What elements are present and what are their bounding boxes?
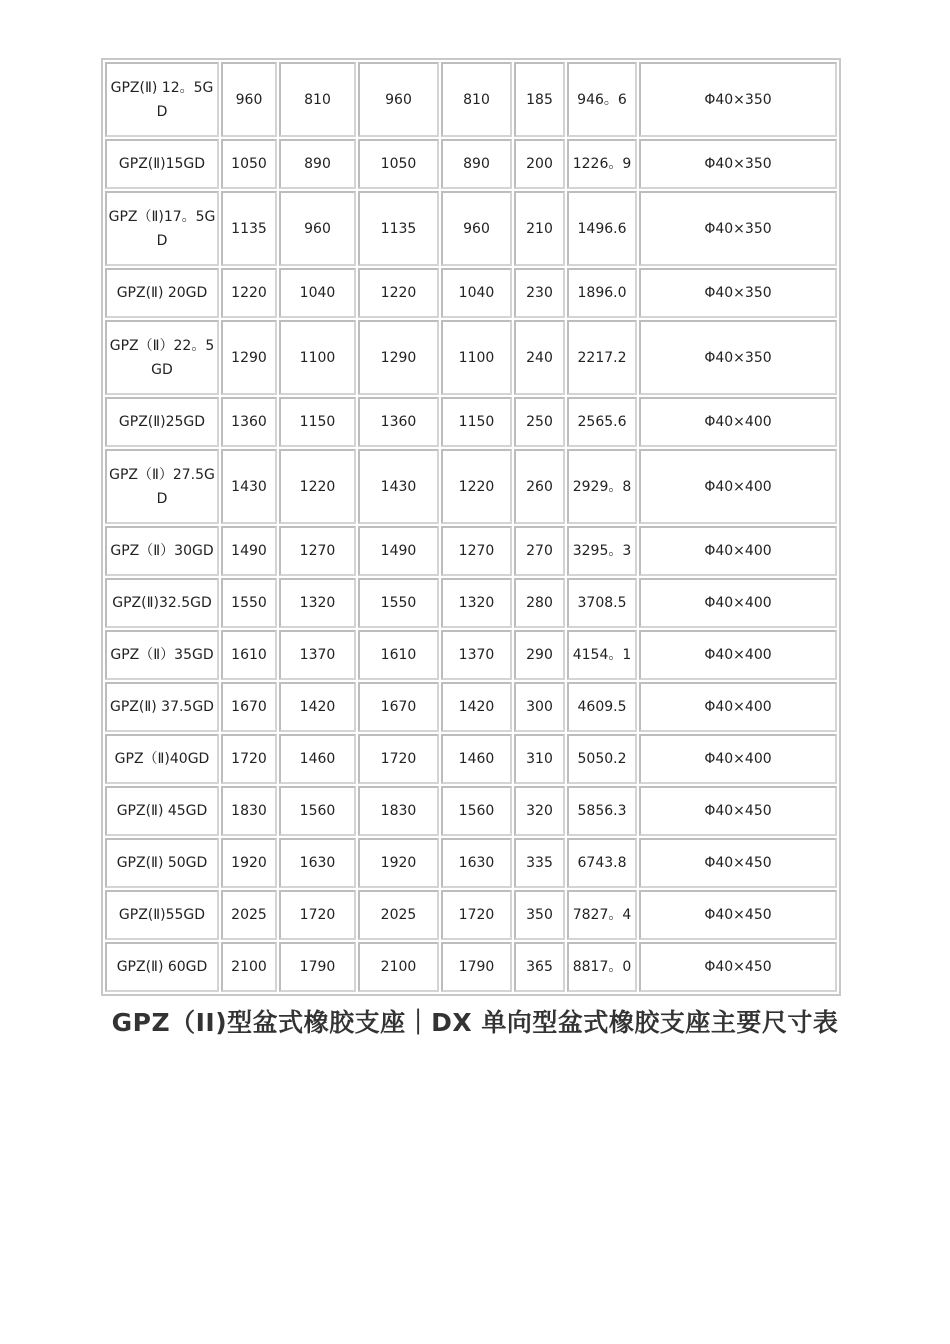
dim-a-cell: 1220 <box>221 268 277 318</box>
anchor-bolt-cell: Φ40×350 <box>639 191 837 266</box>
dim-d-cell: 890 <box>441 139 512 189</box>
anchor-bolt-cell: Φ40×450 <box>639 942 837 992</box>
dim-c-cell: 1830 <box>358 786 439 836</box>
dim-c-cell: 1610 <box>358 630 439 680</box>
dim-a-cell: 1610 <box>221 630 277 680</box>
dim-d-cell: 1270 <box>441 526 512 576</box>
model-cell: GPZ(Ⅱ)55GD <box>105 890 219 940</box>
dim-d-cell: 1790 <box>441 942 512 992</box>
weight-cell: 2929。8 <box>567 449 637 524</box>
dim-a-cell: 1360 <box>221 397 277 447</box>
dim-b-cell: 1790 <box>279 942 356 992</box>
dim-c-cell: 1430 <box>358 449 439 524</box>
anchor-bolt-cell: Φ40×350 <box>639 320 837 395</box>
weight-cell: 1496.6 <box>567 191 637 266</box>
height-cell: 230 <box>514 268 565 318</box>
dim-c-cell: 1135 <box>358 191 439 266</box>
dim-b-cell: 1720 <box>279 890 356 940</box>
dim-a-cell: 1670 <box>221 682 277 732</box>
dim-d-cell: 1040 <box>441 268 512 318</box>
dim-c-cell: 1670 <box>358 682 439 732</box>
model-cell: GPZ(Ⅱ)25GD <box>105 397 219 447</box>
weight-cell: 2217.2 <box>567 320 637 395</box>
dim-c-cell: 1290 <box>358 320 439 395</box>
dim-c-cell: 1550 <box>358 578 439 628</box>
spec-table-body <box>105 62 837 992</box>
dim-b-cell: 1420 <box>279 682 356 732</box>
height-cell: 280 <box>514 578 565 628</box>
table-row <box>105 320 837 395</box>
dim-a-cell: 1920 <box>221 838 277 888</box>
dim-d-cell: 1630 <box>441 838 512 888</box>
anchor-bolt-cell: Φ40×400 <box>639 578 837 628</box>
weight-cell: 5856.3 <box>567 786 637 836</box>
table-row <box>105 526 837 576</box>
weight-cell: 4609.5 <box>567 682 637 732</box>
dim-b-cell: 1370 <box>279 630 356 680</box>
height-cell: 350 <box>514 890 565 940</box>
table-row <box>105 139 837 189</box>
dim-c-cell: 2025 <box>358 890 439 940</box>
dim-d-cell: 810 <box>441 62 512 137</box>
height-cell: 240 <box>514 320 565 395</box>
anchor-bolt-cell: Φ40×400 <box>639 630 837 680</box>
height-cell: 335 <box>514 838 565 888</box>
height-cell: 270 <box>514 526 565 576</box>
table-row <box>105 786 837 836</box>
dim-c-cell: 1050 <box>358 139 439 189</box>
model-cell: GPZ（Ⅱ）27.5GD <box>105 449 219 524</box>
dim-a-cell: 1720 <box>221 734 277 784</box>
table-row <box>105 191 837 266</box>
table-row <box>105 838 837 888</box>
anchor-bolt-cell: Φ40×400 <box>639 397 837 447</box>
model-cell: GPZ(Ⅱ) 60GD <box>105 942 219 992</box>
dim-c-cell: 1920 <box>358 838 439 888</box>
table-row <box>105 734 837 784</box>
height-cell: 320 <box>514 786 565 836</box>
dim-b-cell: 1150 <box>279 397 356 447</box>
weight-cell: 6743.8 <box>567 838 637 888</box>
spec-table <box>103 60 839 994</box>
dim-c-cell: 1220 <box>358 268 439 318</box>
weight-cell: 2565.6 <box>567 397 637 447</box>
dim-d-cell: 1460 <box>441 734 512 784</box>
table-row <box>105 62 837 137</box>
dim-a-cell: 960 <box>221 62 277 137</box>
anchor-bolt-cell: Φ40×400 <box>639 734 837 784</box>
weight-cell: 8817。0 <box>567 942 637 992</box>
model-cell: GPZ(Ⅱ) 45GD <box>105 786 219 836</box>
dim-d-cell: 1720 <box>441 890 512 940</box>
dim-c-cell: 2100 <box>358 942 439 992</box>
dim-a-cell: 1050 <box>221 139 277 189</box>
dim-d-cell: 1370 <box>441 630 512 680</box>
anchor-bolt-cell: Φ40×450 <box>639 890 837 940</box>
model-cell: GPZ(Ⅱ)32.5GD <box>105 578 219 628</box>
height-cell: 185 <box>514 62 565 137</box>
height-cell: 200 <box>514 139 565 189</box>
dim-a-cell: 2100 <box>221 942 277 992</box>
model-cell: GPZ(Ⅱ) 37.5GD <box>105 682 219 732</box>
table-row <box>105 578 837 628</box>
dim-c-cell: 960 <box>358 62 439 137</box>
model-cell: GPZ（Ⅱ)17。5GD <box>105 191 219 266</box>
dim-b-cell: 960 <box>279 191 356 266</box>
anchor-bolt-cell: Φ40×350 <box>639 139 837 189</box>
dim-b-cell: 1270 <box>279 526 356 576</box>
dim-d-cell: 1320 <box>441 578 512 628</box>
weight-cell: 1896.0 <box>567 268 637 318</box>
dim-b-cell: 1630 <box>279 838 356 888</box>
model-cell: GPZ（Ⅱ）30GD <box>105 526 219 576</box>
spec-table-frame <box>101 58 841 996</box>
table-row <box>105 268 837 318</box>
height-cell: 310 <box>514 734 565 784</box>
height-cell: 300 <box>514 682 565 732</box>
dim-d-cell: 1150 <box>441 397 512 447</box>
height-cell: 210 <box>514 191 565 266</box>
dim-c-cell: 1490 <box>358 526 439 576</box>
weight-cell: 7827。4 <box>567 890 637 940</box>
model-cell: GPZ(Ⅱ) 12。5GD <box>105 62 219 137</box>
dim-d-cell: 960 <box>441 191 512 266</box>
dim-b-cell: 1320 <box>279 578 356 628</box>
table-row <box>105 682 837 732</box>
dim-a-cell: 2025 <box>221 890 277 940</box>
dim-d-cell: 1560 <box>441 786 512 836</box>
weight-cell: 3295。3 <box>567 526 637 576</box>
height-cell: 260 <box>514 449 565 524</box>
dim-a-cell: 1430 <box>221 449 277 524</box>
dim-d-cell: 1100 <box>441 320 512 395</box>
model-cell: GPZ（Ⅱ）22。5GD <box>105 320 219 395</box>
height-cell: 290 <box>514 630 565 680</box>
dim-a-cell: 1550 <box>221 578 277 628</box>
anchor-bolt-cell: Φ40×450 <box>639 838 837 888</box>
weight-cell: 5050.2 <box>567 734 637 784</box>
model-cell: GPZ（Ⅱ)40GD <box>105 734 219 784</box>
dim-a-cell: 1830 <box>221 786 277 836</box>
table-row <box>105 397 837 447</box>
height-cell: 365 <box>514 942 565 992</box>
weight-cell: 946。6 <box>567 62 637 137</box>
dim-b-cell: 810 <box>279 62 356 137</box>
weight-cell: 4154。1 <box>567 630 637 680</box>
height-cell: 250 <box>514 397 565 447</box>
dim-c-cell: 1360 <box>358 397 439 447</box>
dim-a-cell: 1290 <box>221 320 277 395</box>
model-cell: GPZ(Ⅱ) 20GD <box>105 268 219 318</box>
table-row <box>105 942 837 992</box>
model-cell: GPZ（Ⅱ）35GD <box>105 630 219 680</box>
table-row <box>105 449 837 524</box>
anchor-bolt-cell: Φ40×400 <box>639 449 837 524</box>
dim-a-cell: 1490 <box>221 526 277 576</box>
dim-d-cell: 1220 <box>441 449 512 524</box>
model-cell: GPZ(Ⅱ) 50GD <box>105 838 219 888</box>
dim-b-cell: 1560 <box>279 786 356 836</box>
anchor-bolt-cell: Φ40×400 <box>639 682 837 732</box>
dim-b-cell: 1220 <box>279 449 356 524</box>
dim-b-cell: 890 <box>279 139 356 189</box>
dim-b-cell: 1040 <box>279 268 356 318</box>
table-caption: GPZ（II)型盆式橡胶支座｜DX 单向型盆式橡胶支座主要尺寸表 <box>111 1008 839 1037</box>
anchor-bolt-cell: Φ40×400 <box>639 526 837 576</box>
weight-cell: 3708.5 <box>567 578 637 628</box>
anchor-bolt-cell: Φ40×450 <box>639 786 837 836</box>
table-row <box>105 890 837 940</box>
dim-b-cell: 1460 <box>279 734 356 784</box>
dim-a-cell: 1135 <box>221 191 277 266</box>
dim-b-cell: 1100 <box>279 320 356 395</box>
table-row <box>105 630 837 680</box>
anchor-bolt-cell: Φ40×350 <box>639 268 837 318</box>
model-cell: GPZ(Ⅱ)15GD <box>105 139 219 189</box>
weight-cell: 1226。9 <box>567 139 637 189</box>
dim-d-cell: 1420 <box>441 682 512 732</box>
anchor-bolt-cell: Φ40×350 <box>639 62 837 137</box>
dim-c-cell: 1720 <box>358 734 439 784</box>
